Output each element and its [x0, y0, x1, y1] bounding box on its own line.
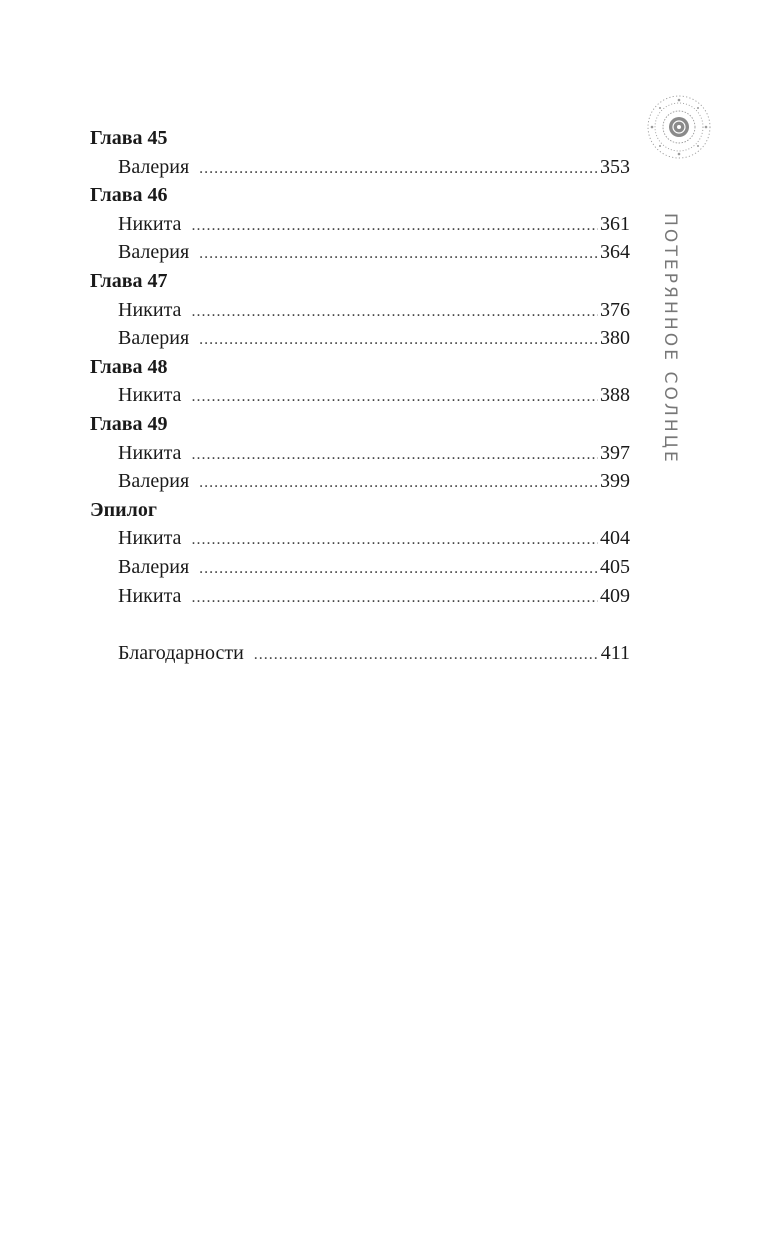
toc-entry: [90, 296, 630, 325]
entry-label: Никита: [118, 441, 182, 464]
book-title-text: ПОТЕРЯННОЕ СОЛНЦЕ: [660, 213, 680, 465]
entry-label: Благодарности: [118, 642, 244, 665]
page-number: 376: [600, 298, 630, 321]
entry-label: Никита: [118, 584, 182, 607]
toc-entry: [90, 553, 630, 582]
page-number: 404: [600, 527, 630, 550]
page-number: 361: [600, 212, 630, 235]
toc-entry: [90, 524, 630, 553]
entry-label: Никита: [118, 298, 182, 321]
chapter-heading: Глава 45: [90, 127, 168, 149]
page-number: 388: [600, 384, 630, 407]
chapter-heading: Глава 46: [90, 184, 168, 207]
entry-label: Валерия: [118, 155, 190, 178]
dot-leader: [191, 383, 598, 412]
book-title-vertical: [654, 213, 684, 465]
dot-leader: [191, 584, 598, 613]
toc-entry: [90, 582, 630, 611]
toc-entry: [90, 210, 630, 239]
dot-leader: [199, 155, 598, 184]
entry-label: Валерия: [118, 241, 190, 264]
table-of-contents: [90, 124, 630, 668]
toc-entry: [90, 324, 630, 353]
entry-label: Никита: [118, 527, 182, 550]
dot-leader: [199, 240, 598, 269]
entry-label: Никита: [118, 384, 182, 407]
toc-entry: [90, 381, 630, 410]
dot-leader: [199, 326, 598, 355]
toc-entry: [90, 467, 630, 496]
page-number: 353: [600, 155, 630, 178]
entry-label: Валерия: [118, 327, 190, 350]
dot-leader: [191, 298, 598, 327]
entry-label: Никита: [118, 212, 182, 235]
dot-leader: [191, 526, 598, 555]
page-number: 397: [600, 441, 630, 464]
toc-entry-acknowledgements: [90, 639, 630, 668]
dot-leader: [191, 212, 598, 241]
dot-leader: [191, 441, 598, 470]
page-number: 380: [600, 327, 630, 350]
page-number: 411: [600, 642, 630, 665]
page-number: 399: [600, 470, 630, 493]
page-number: 409: [600, 584, 630, 607]
chapter-heading: Эпилог: [90, 498, 157, 521]
dot-leader: [199, 555, 598, 584]
chapter-heading: Глава 49: [90, 412, 168, 435]
page-number: 364: [600, 241, 630, 264]
chapter-heading: Глава 47: [90, 269, 168, 292]
toc-entry: [90, 439, 630, 468]
entry-label: Валерия: [118, 555, 190, 578]
section-spacer: [90, 610, 630, 639]
dot-leader: [254, 641, 599, 670]
dot-leader: [199, 469, 598, 498]
chapter-heading: Глава 48: [90, 355, 168, 378]
toc-entry: [90, 153, 630, 182]
toc-entry: [90, 238, 630, 267]
entry-label: Валерия: [118, 470, 190, 493]
sun-emblem-icon: [644, 92, 714, 162]
page-number: 405: [600, 555, 630, 578]
